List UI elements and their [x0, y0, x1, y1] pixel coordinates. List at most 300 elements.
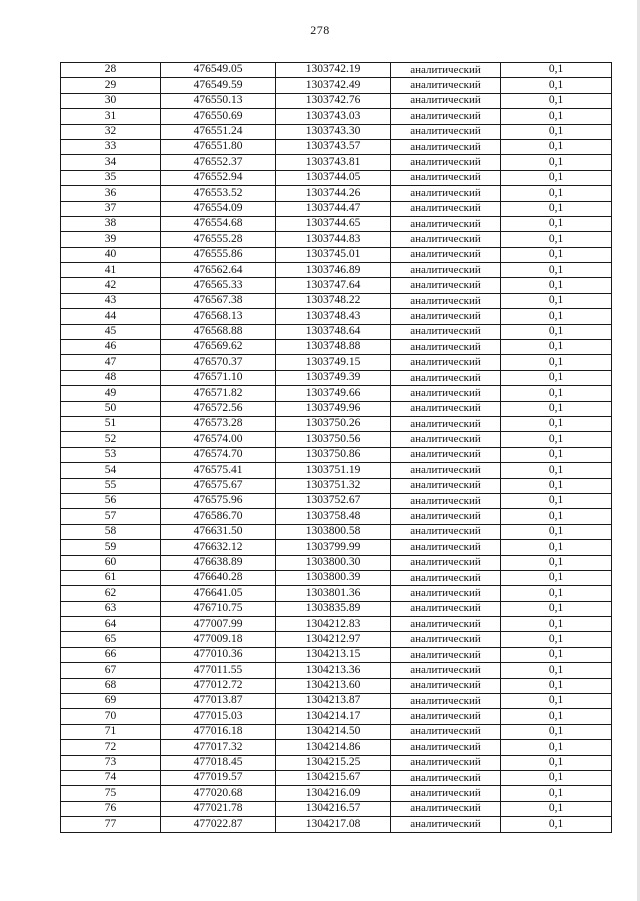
x-coordinate-cell: 476710.75	[161, 601, 276, 616]
table-row	[61, 324, 612, 339]
table-row	[61, 493, 612, 508]
table-row	[61, 63, 612, 78]
x-coordinate-cell: 476554.09	[161, 201, 276, 216]
y-coordinate-cell: 1303800.58	[276, 524, 391, 539]
table-row	[61, 586, 612, 601]
table-row	[61, 416, 612, 431]
y-coordinate-cell: 1304213.15	[276, 647, 391, 662]
method-cell: аналитический	[391, 324, 501, 339]
method-cell: аналитический	[391, 817, 501, 832]
x-coordinate-cell: 476572.56	[161, 401, 276, 416]
point-number-cell: 64	[61, 617, 161, 632]
accuracy-cell: 0,1	[501, 786, 612, 801]
accuracy-cell: 0,1	[501, 263, 612, 278]
method-cell: аналитический	[391, 801, 501, 816]
x-coordinate-cell: 476632.12	[161, 540, 276, 555]
x-coordinate-cell: 476552.37	[161, 155, 276, 170]
point-number-cell: 48	[61, 370, 161, 385]
x-coordinate-cell: 476568.88	[161, 324, 276, 339]
point-number-cell: 70	[61, 709, 161, 724]
y-coordinate-cell: 1303801.36	[276, 586, 391, 601]
method-cell: аналитический	[391, 139, 501, 154]
method-cell: аналитический	[391, 493, 501, 508]
x-coordinate-cell: 476641.05	[161, 586, 276, 601]
accuracy-cell: 0,1	[501, 324, 612, 339]
y-coordinate-cell: 1303751.19	[276, 463, 391, 478]
x-coordinate-cell: 476555.28	[161, 232, 276, 247]
method-cell: аналитический	[391, 401, 501, 416]
y-coordinate-cell: 1304214.50	[276, 724, 391, 739]
point-number-cell: 29	[61, 78, 161, 93]
method-cell: аналитический	[391, 247, 501, 262]
accuracy-cell: 0,1	[501, 524, 612, 539]
table-row	[61, 78, 612, 93]
x-coordinate-cell: 477021.78	[161, 801, 276, 816]
y-coordinate-cell: 1303742.76	[276, 93, 391, 108]
point-number-cell: 61	[61, 570, 161, 585]
method-cell: аналитический	[391, 216, 501, 231]
point-number-cell: 42	[61, 278, 161, 293]
accuracy-cell: 0,1	[501, 740, 612, 755]
accuracy-cell: 0,1	[501, 770, 612, 785]
y-coordinate-cell: 1304217.08	[276, 817, 391, 832]
y-coordinate-cell: 1304216.57	[276, 801, 391, 816]
point-number-cell: 31	[61, 109, 161, 124]
accuracy-cell: 0,1	[501, 170, 612, 185]
point-number-cell: 49	[61, 386, 161, 401]
x-coordinate-cell: 476573.28	[161, 416, 276, 431]
method-cell: аналитический	[391, 478, 501, 493]
x-coordinate-cell: 476640.28	[161, 570, 276, 585]
accuracy-cell: 0,1	[501, 447, 612, 462]
y-coordinate-cell: 1303749.96	[276, 401, 391, 416]
accuracy-cell: 0,1	[501, 555, 612, 570]
x-coordinate-cell: 476550.69	[161, 109, 276, 124]
table-row	[61, 247, 612, 262]
point-number-cell: 67	[61, 663, 161, 678]
point-number-cell: 56	[61, 493, 161, 508]
x-coordinate-cell: 476569.62	[161, 340, 276, 355]
y-coordinate-cell: 1303799.99	[276, 540, 391, 555]
x-coordinate-cell: 477018.45	[161, 755, 276, 770]
method-cell: аналитический	[391, 124, 501, 139]
accuracy-cell: 0,1	[501, 401, 612, 416]
point-number-cell: 60	[61, 555, 161, 570]
point-number-cell: 63	[61, 601, 161, 616]
y-coordinate-cell: 1303800.39	[276, 570, 391, 585]
method-cell: аналитический	[391, 601, 501, 616]
y-coordinate-cell: 1304214.17	[276, 709, 391, 724]
y-coordinate-cell: 1304215.25	[276, 755, 391, 770]
table-row	[61, 109, 612, 124]
method-cell: аналитический	[391, 109, 501, 124]
x-coordinate-cell: 476551.24	[161, 124, 276, 139]
table-row	[61, 709, 612, 724]
method-cell: аналитический	[391, 647, 501, 662]
table-row	[61, 293, 612, 308]
table-row	[61, 355, 612, 370]
y-coordinate-cell: 1303743.30	[276, 124, 391, 139]
accuracy-cell: 0,1	[501, 632, 612, 647]
table-row	[61, 724, 612, 739]
point-number-cell: 50	[61, 401, 161, 416]
x-coordinate-cell: 476562.64	[161, 263, 276, 278]
y-coordinate-cell: 1304212.83	[276, 617, 391, 632]
x-coordinate-cell: 476549.05	[161, 63, 276, 78]
y-coordinate-cell: 1303743.81	[276, 155, 391, 170]
method-cell: аналитический	[391, 709, 501, 724]
table-row	[61, 770, 612, 785]
accuracy-cell: 0,1	[501, 63, 612, 78]
accuracy-cell: 0,1	[501, 340, 612, 355]
accuracy-cell: 0,1	[501, 801, 612, 816]
method-cell: аналитический	[391, 309, 501, 324]
table-row	[61, 524, 612, 539]
y-coordinate-cell: 1303750.56	[276, 432, 391, 447]
point-number-cell: 35	[61, 170, 161, 185]
accuracy-cell: 0,1	[501, 78, 612, 93]
x-coordinate-cell: 477009.18	[161, 632, 276, 647]
x-coordinate-cell: 476550.13	[161, 93, 276, 108]
y-coordinate-cell: 1304212.97	[276, 632, 391, 647]
y-coordinate-cell: 1303748.43	[276, 309, 391, 324]
y-coordinate-cell: 1303744.83	[276, 232, 391, 247]
table-row	[61, 340, 612, 355]
y-coordinate-cell: 1303742.49	[276, 78, 391, 93]
point-number-cell: 53	[61, 447, 161, 462]
table-row	[61, 555, 612, 570]
table-row	[61, 478, 612, 493]
point-number-cell: 43	[61, 293, 161, 308]
point-number-cell: 71	[61, 724, 161, 739]
method-cell: аналитический	[391, 555, 501, 570]
x-coordinate-cell: 477010.36	[161, 647, 276, 662]
y-coordinate-cell: 1303750.26	[276, 416, 391, 431]
table-row	[61, 201, 612, 216]
point-number-cell: 28	[61, 63, 161, 78]
y-coordinate-cell: 1303744.26	[276, 186, 391, 201]
x-coordinate-cell: 477011.55	[161, 663, 276, 678]
method-cell: аналитический	[391, 278, 501, 293]
x-coordinate-cell: 476631.50	[161, 524, 276, 539]
point-number-cell: 76	[61, 801, 161, 816]
x-coordinate-cell: 476549.59	[161, 78, 276, 93]
table-row	[61, 386, 612, 401]
method-cell: аналитический	[391, 155, 501, 170]
accuracy-cell: 0,1	[501, 755, 612, 770]
accuracy-cell: 0,1	[501, 155, 612, 170]
table-row	[61, 401, 612, 416]
table-row	[61, 755, 612, 770]
method-cell: аналитический	[391, 586, 501, 601]
point-number-cell: 34	[61, 155, 161, 170]
accuracy-cell: 0,1	[501, 139, 612, 154]
y-coordinate-cell: 1303800.30	[276, 555, 391, 570]
method-cell: аналитический	[391, 447, 501, 462]
accuracy-cell: 0,1	[501, 124, 612, 139]
accuracy-cell: 0,1	[501, 201, 612, 216]
y-coordinate-cell: 1303750.86	[276, 447, 391, 462]
point-number-cell: 32	[61, 124, 161, 139]
accuracy-cell: 0,1	[501, 278, 612, 293]
point-number-cell: 69	[61, 694, 161, 709]
accuracy-cell: 0,1	[501, 694, 612, 709]
point-number-cell: 59	[61, 540, 161, 555]
table-row	[61, 647, 612, 662]
x-coordinate-cell: 477016.18	[161, 724, 276, 739]
table-row	[61, 216, 612, 231]
table-row	[61, 186, 612, 201]
x-coordinate-cell: 477007.99	[161, 617, 276, 632]
accuracy-cell: 0,1	[501, 247, 612, 262]
point-number-cell: 37	[61, 201, 161, 216]
table-row	[61, 432, 612, 447]
point-number-cell: 72	[61, 740, 161, 755]
method-cell: аналитический	[391, 755, 501, 770]
x-coordinate-cell: 476552.94	[161, 170, 276, 185]
method-cell: аналитический	[391, 509, 501, 524]
accuracy-cell: 0,1	[501, 216, 612, 231]
accuracy-cell: 0,1	[501, 232, 612, 247]
table-row	[61, 740, 612, 755]
y-coordinate-cell: 1303758.48	[276, 509, 391, 524]
method-cell: аналитический	[391, 678, 501, 693]
point-number-cell: 33	[61, 139, 161, 154]
y-coordinate-cell: 1303744.05	[276, 170, 391, 185]
point-number-cell: 77	[61, 817, 161, 832]
point-number-cell: 54	[61, 463, 161, 478]
y-coordinate-cell: 1303744.65	[276, 216, 391, 231]
point-number-cell: 75	[61, 786, 161, 801]
x-coordinate-cell: 476575.96	[161, 493, 276, 508]
table-row	[61, 817, 612, 832]
method-cell: аналитический	[391, 170, 501, 185]
method-cell: аналитический	[391, 770, 501, 785]
accuracy-cell: 0,1	[501, 724, 612, 739]
point-number-cell: 41	[61, 263, 161, 278]
accuracy-cell: 0,1	[501, 416, 612, 431]
table-row	[61, 509, 612, 524]
y-coordinate-cell: 1303748.64	[276, 324, 391, 339]
y-coordinate-cell: 1303744.47	[276, 201, 391, 216]
method-cell: аналитический	[391, 93, 501, 108]
method-cell: аналитический	[391, 293, 501, 308]
method-cell: аналитический	[391, 786, 501, 801]
accuracy-cell: 0,1	[501, 309, 612, 324]
table-row	[61, 540, 612, 555]
x-coordinate-cell: 476553.52	[161, 186, 276, 201]
x-coordinate-cell: 477019.57	[161, 770, 276, 785]
y-coordinate-cell: 1304215.67	[276, 770, 391, 785]
y-coordinate-cell: 1303743.03	[276, 109, 391, 124]
accuracy-cell: 0,1	[501, 293, 612, 308]
x-coordinate-cell: 476568.13	[161, 309, 276, 324]
method-cell: аналитический	[391, 694, 501, 709]
accuracy-cell: 0,1	[501, 570, 612, 585]
y-coordinate-cell: 1303751.32	[276, 478, 391, 493]
method-cell: аналитический	[391, 663, 501, 678]
point-number-cell: 66	[61, 647, 161, 662]
table-row	[61, 139, 612, 154]
point-number-cell: 44	[61, 309, 161, 324]
y-coordinate-cell: 1304213.60	[276, 678, 391, 693]
x-coordinate-cell: 476638.89	[161, 555, 276, 570]
y-coordinate-cell: 1304213.87	[276, 694, 391, 709]
method-cell: аналитический	[391, 355, 501, 370]
point-number-cell: 68	[61, 678, 161, 693]
accuracy-cell: 0,1	[501, 493, 612, 508]
method-cell: аналитический	[391, 263, 501, 278]
x-coordinate-cell: 476571.10	[161, 370, 276, 385]
y-coordinate-cell: 1304216.09	[276, 786, 391, 801]
accuracy-cell: 0,1	[501, 355, 612, 370]
accuracy-cell: 0,1	[501, 432, 612, 447]
x-coordinate-cell: 476575.41	[161, 463, 276, 478]
x-coordinate-cell: 476586.70	[161, 509, 276, 524]
y-coordinate-cell: 1304214.86	[276, 740, 391, 755]
table-row	[61, 663, 612, 678]
table-row	[61, 617, 612, 632]
x-coordinate-cell: 476567.38	[161, 293, 276, 308]
method-cell: аналитический	[391, 740, 501, 755]
y-coordinate-cell: 1303749.66	[276, 386, 391, 401]
accuracy-cell: 0,1	[501, 463, 612, 478]
table-row	[61, 570, 612, 585]
table-row	[61, 678, 612, 693]
x-coordinate-cell: 476565.33	[161, 278, 276, 293]
y-coordinate-cell: 1303835.89	[276, 601, 391, 616]
x-coordinate-cell: 476570.37	[161, 355, 276, 370]
point-number-cell: 74	[61, 770, 161, 785]
method-cell: аналитический	[391, 78, 501, 93]
coordinates-table-body	[61, 63, 612, 833]
method-cell: аналитический	[391, 524, 501, 539]
table-row	[61, 124, 612, 139]
point-number-cell: 73	[61, 755, 161, 770]
point-number-cell: 30	[61, 93, 161, 108]
accuracy-cell: 0,1	[501, 478, 612, 493]
table-row	[61, 786, 612, 801]
method-cell: аналитический	[391, 386, 501, 401]
y-coordinate-cell: 1303745.01	[276, 247, 391, 262]
point-number-cell: 45	[61, 324, 161, 339]
accuracy-cell: 0,1	[501, 540, 612, 555]
accuracy-cell: 0,1	[501, 370, 612, 385]
y-coordinate-cell: 1303749.39	[276, 370, 391, 385]
table-row	[61, 601, 612, 616]
y-coordinate-cell: 1303742.19	[276, 63, 391, 78]
method-cell: аналитический	[391, 540, 501, 555]
x-coordinate-cell: 477017.32	[161, 740, 276, 755]
x-coordinate-cell: 476554.68	[161, 216, 276, 231]
x-coordinate-cell: 477012.72	[161, 678, 276, 693]
point-number-cell: 40	[61, 247, 161, 262]
accuracy-cell: 0,1	[501, 678, 612, 693]
table-row	[61, 278, 612, 293]
table-row	[61, 632, 612, 647]
method-cell: аналитический	[391, 232, 501, 247]
point-number-cell: 58	[61, 524, 161, 539]
method-cell: аналитический	[391, 617, 501, 632]
accuracy-cell: 0,1	[501, 93, 612, 108]
table-row	[61, 263, 612, 278]
method-cell: аналитический	[391, 201, 501, 216]
method-cell: аналитический	[391, 416, 501, 431]
table-row	[61, 694, 612, 709]
y-coordinate-cell: 1304213.36	[276, 663, 391, 678]
method-cell: аналитический	[391, 632, 501, 647]
y-coordinate-cell: 1303743.57	[276, 139, 391, 154]
accuracy-cell: 0,1	[501, 663, 612, 678]
method-cell: аналитический	[391, 570, 501, 585]
accuracy-cell: 0,1	[501, 109, 612, 124]
y-coordinate-cell: 1303748.88	[276, 340, 391, 355]
method-cell: аналитический	[391, 370, 501, 385]
page-number: 278	[310, 23, 330, 37]
point-number-cell: 46	[61, 340, 161, 355]
method-cell: аналитический	[391, 432, 501, 447]
method-cell: аналитический	[391, 724, 501, 739]
point-number-cell: 57	[61, 509, 161, 524]
point-number-cell: 55	[61, 478, 161, 493]
table-row	[61, 170, 612, 185]
accuracy-cell: 0,1	[501, 647, 612, 662]
x-coordinate-cell: 477013.87	[161, 694, 276, 709]
accuracy-cell: 0,1	[501, 601, 612, 616]
x-coordinate-cell: 476574.70	[161, 447, 276, 462]
accuracy-cell: 0,1	[501, 709, 612, 724]
table-row	[61, 447, 612, 462]
x-coordinate-cell: 477015.03	[161, 709, 276, 724]
table-row	[61, 801, 612, 816]
point-number-cell: 52	[61, 432, 161, 447]
accuracy-cell: 0,1	[501, 586, 612, 601]
x-coordinate-cell: 477022.87	[161, 817, 276, 832]
y-coordinate-cell: 1303746.89	[276, 263, 391, 278]
accuracy-cell: 0,1	[501, 817, 612, 832]
table-row	[61, 309, 612, 324]
y-coordinate-cell: 1303749.15	[276, 355, 391, 370]
x-coordinate-cell: 476551.80	[161, 139, 276, 154]
accuracy-cell: 0,1	[501, 386, 612, 401]
table-row	[61, 155, 612, 170]
point-number-cell: 36	[61, 186, 161, 201]
method-cell: аналитический	[391, 186, 501, 201]
y-coordinate-cell: 1303752.67	[276, 493, 391, 508]
point-number-cell: 47	[61, 355, 161, 370]
method-cell: аналитический	[391, 463, 501, 478]
point-number-cell: 51	[61, 416, 161, 431]
accuracy-cell: 0,1	[501, 509, 612, 524]
table-row	[61, 93, 612, 108]
x-coordinate-cell: 476571.82	[161, 386, 276, 401]
table-row	[61, 232, 612, 247]
x-coordinate-cell: 476574.00	[161, 432, 276, 447]
point-number-cell: 38	[61, 216, 161, 231]
point-number-cell: 62	[61, 586, 161, 601]
method-cell: аналитический	[391, 340, 501, 355]
accuracy-cell: 0,1	[501, 186, 612, 201]
coordinates-table	[60, 62, 612, 833]
x-coordinate-cell: 477020.68	[161, 786, 276, 801]
x-coordinate-cell: 476575.67	[161, 478, 276, 493]
y-coordinate-cell: 1303748.22	[276, 293, 391, 308]
y-coordinate-cell: 1303747.64	[276, 278, 391, 293]
table-row	[61, 463, 612, 478]
method-cell: аналитический	[391, 63, 501, 78]
accuracy-cell: 0,1	[501, 617, 612, 632]
point-number-cell: 39	[61, 232, 161, 247]
